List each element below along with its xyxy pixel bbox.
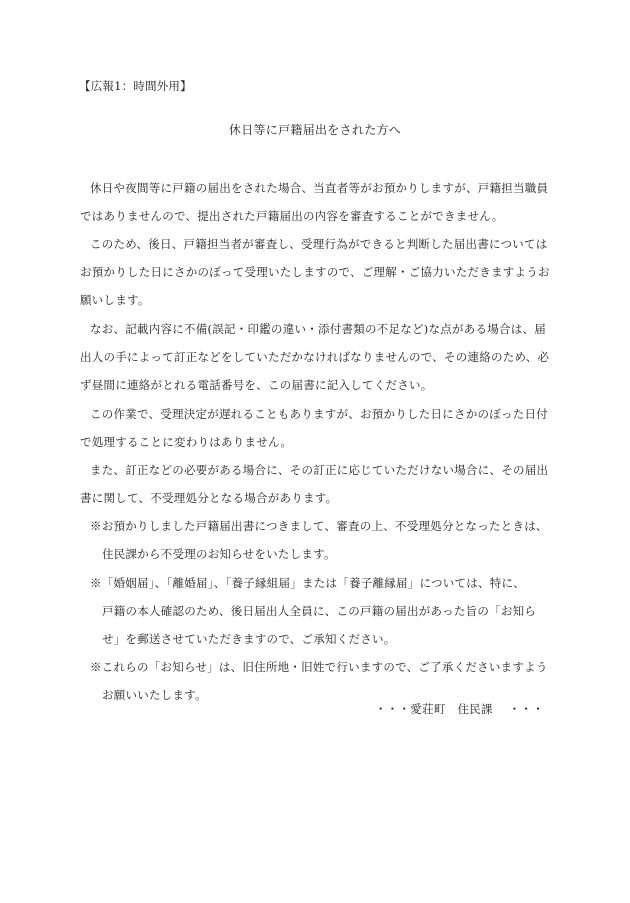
body-text-line: この作業で、受理決定が遅れることもありますが、お預かりした日にさかのぼった日付 [90,407,549,421]
body-text-line: 出人の手によって訂正などをしていただかなければなりませんので、その連絡のため、必 [80,350,550,364]
body-text-line: 休日や夜間等に戸籍の届出をされた場合、当直者等がお預かりしますが、戸籍担当職員 [90,181,549,195]
body-text-line: このため、後日、戸籍担当者が審査し、受理行為ができると判断した届出書については [90,237,548,251]
body-text-line: 住民課から不受理のお知らせをいたします。 [102,547,336,561]
body-text-line: ではありませんので、提出された戸籍届出の内容を審査することができません。 [80,209,504,223]
document-title: 休日等に戸籍届出をされた方へ [228,123,402,137]
body-text-line: ※これらの「お知らせ」は、旧住所地・旧姓で行いますので、ご了承くださいますよう [90,660,548,674]
body-text-line: お願いいたします。 [102,688,207,702]
body-text-line: 戸籍の本人確認のため、後日届出人全員に、この戸籍の届出があった旨の「お知ら [102,604,537,618]
body-text-line: なお、記載内容に不備(誤記・印鑑の違い・添付書類の不足など)な点がある場合は、届 [90,322,546,336]
body-text-line: ず昼間に連絡がとれる電話番号を、この届書に記入してください。 [80,378,433,392]
body-text-line: で処理することに変わりはありません。 [80,435,293,449]
body-text-line: また、訂正などの必要がある場合に、その訂正に応じていただけない場合に、その届出 [90,463,549,477]
body-text-line: ※お預かりしました戸籍届出書につきまして、審査の上、不受理処分となったときは、 [90,519,548,533]
body-text-line: 願いします。 [80,293,150,307]
body-text-line: せ」を郵送させていただきますので、ご承知ください。 [102,632,396,646]
body-text-line: 書に関して、不受理処分となる場合があります。 [80,491,338,505]
body-text-line: お預かりした日にさかのぼって受理いたしますので、ご理解・ご協力いただきますようお [80,265,550,279]
document-signature: ・・・愛荘町 住民課 ・・・ [374,702,544,716]
body-text-line: ※「婚姻届」、「離婚届」、「養子縁組届」または「養子離縁届」については、特に、 [90,576,526,590]
document-header-label: 【広報1：時間外用】 [79,79,192,93]
